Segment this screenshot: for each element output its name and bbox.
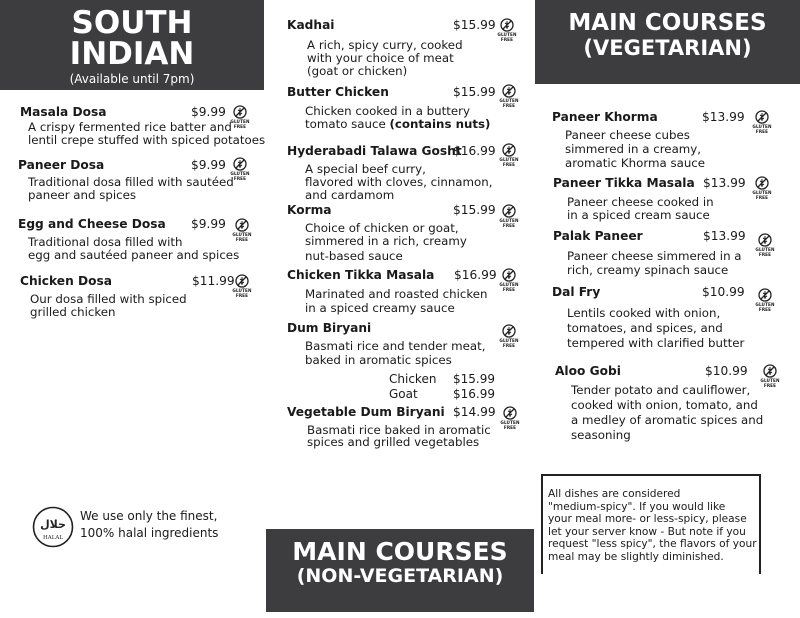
menu-item-paneer-tikka-masala: [553, 176, 778, 221]
item-desc-line2: egg and sautéed paneer and spices: [28, 248, 240, 262]
item-desc-line2: grilled chicken: [30, 305, 116, 319]
item-name: Aloo Gobi: [555, 364, 621, 378]
item-desc-line2: [305, 117, 490, 132]
item-desc-line2: with your choice of meat: [307, 51, 454, 65]
item-desc-line1: Tender potato and cauliflower,: [571, 383, 751, 397]
menu-item-dal-fry: [552, 285, 777, 350]
gluten-free-badge: GLUTEN FREE: [497, 143, 521, 167]
south-indian-title-line2: INDIAN: [69, 36, 195, 72]
item-desc-line2: flavored with cloves, cinnamon,: [305, 175, 493, 189]
item-desc-line1: Paneer cheese simmered in a: [567, 249, 742, 263]
veg-banner: [535, 0, 800, 84]
item-price: $15.99: [453, 203, 496, 217]
item-desc-line3: nut-based sauce: [305, 249, 403, 263]
item-price: $9.99: [191, 217, 226, 231]
item-desc-line2: cooked with onion, tomato, and: [571, 398, 758, 412]
item-desc-line4: seasoning: [571, 428, 631, 442]
item-desc-line3: aromatic Khorma sauce: [565, 156, 706, 170]
gluten-free-badge: GLUTEN FREE: [758, 364, 782, 388]
item-desc-line1: Traditional dosa filled with: [28, 235, 183, 249]
menu-item-vegetable-dum-biryani: [287, 405, 517, 450]
item-price: $9.99: [191, 158, 226, 172]
menu-item-chicken-tikka-masala: [287, 268, 517, 313]
gluten-free-icon: [233, 105, 247, 119]
item-price: $13.99: [702, 110, 745, 124]
menu-item-dum-biryani: [287, 321, 517, 406]
item-name: Vegetable Dum Biryani: [287, 405, 445, 419]
item-name: Palak Paneer: [553, 229, 643, 243]
item-price: $9.99: [191, 105, 226, 119]
option-price-goat: $16.99: [453, 387, 495, 401]
gluten-free-icon: [502, 84, 516, 98]
item-price: $15.99: [453, 18, 496, 32]
menu-item-butter-chicken: [287, 85, 517, 130]
item-desc-line1: A rich, spicy curry, cooked: [307, 38, 463, 52]
halal-arabic-text: حلال: [40, 518, 66, 531]
option-price-chicken: $15.99: [453, 372, 495, 386]
gluten-free-badge: GLUTEN FREE: [495, 18, 519, 42]
item-desc-line3: a medley of aromatic spices and: [571, 413, 764, 427]
gluten-free-icon: [233, 157, 247, 171]
halal-label-text: HALAL: [42, 535, 64, 541]
non-veg-banner: [266, 529, 534, 612]
gluten-free-badge: GLUTEN FREE: [497, 204, 521, 228]
non-veg-title-line2: (NON-VEGETARIAN): [296, 565, 504, 587]
gluten-free-badge: GLUTEN FREE: [497, 324, 521, 348]
item-desc-line1: Paneer cheese cubes: [565, 128, 690, 142]
gluten-free-icon: [755, 110, 769, 124]
item-desc-line2: baked in aromatic spices: [305, 353, 452, 367]
item-desc-line1: Chicken cooked in a buttery: [305, 104, 470, 118]
gluten-free-badge: GLUTEN FREE: [228, 157, 252, 181]
item-desc-line2-text: tomato sauce: [305, 117, 390, 131]
menu-item-aloo-gobi: [555, 364, 780, 444]
menu-item-paneer-khorma: [552, 110, 777, 170]
item-price: $16.99: [454, 268, 497, 282]
non-veg-title-line1: MAIN COURSES: [292, 537, 508, 566]
item-price: $13.99: [703, 176, 746, 190]
item-desc-line1: Basmati rice baked in aromatic: [307, 423, 491, 437]
gluten-free-icon: [500, 18, 514, 32]
item-desc-line2: spices and grilled vegetables: [307, 435, 480, 449]
item-desc-line3: and cardamom: [305, 188, 395, 202]
item-desc-line1: A special beef curry,: [305, 162, 426, 176]
item-name: Hyderabadi Talawa Gosht: [287, 144, 462, 158]
menu-item-hyderabadi-talawa-gosht: [287, 144, 517, 204]
menu-item-kadhai: [287, 18, 517, 78]
gluten-free-icon: [763, 364, 777, 378]
spice-level-note-text: All dishes are considered "medium-spicy". If you would like your meal more- or less-spicy, please let your server know - But note if you request "less spicy", the flavors of your meal may be slightly diminished.: [548, 488, 757, 563]
item-name: Chicken Tikka Masala: [287, 268, 435, 282]
gluten-free-icon: [502, 204, 516, 218]
gluten-free-icon: [502, 143, 516, 157]
south-indian-subtitle: (Available until 7pm): [69, 72, 195, 86]
south-indian-title-line1: SOUTH: [71, 5, 193, 41]
item-desc-line2: in a spiced cream sauce: [567, 208, 710, 222]
contains-nuts-warning: (contains nuts): [389, 117, 491, 131]
item-price: $15.99: [453, 85, 496, 99]
item-price: $10.99: [702, 285, 745, 299]
item-desc-line3: tempered with clarified butter: [567, 336, 745, 350]
item-desc-line1: Our dosa filled with spiced: [30, 292, 187, 306]
gluten-free-icon: [758, 233, 772, 247]
item-name: Paneer Khorma: [552, 110, 658, 124]
item-desc-line2: paneer and spices: [28, 188, 137, 202]
gluten-free-icon: [755, 176, 769, 190]
spice-level-note: [541, 474, 761, 574]
item-desc-line2: simmered in a creamy,: [565, 142, 702, 156]
gluten-free-badge: GLUTEN FREE: [230, 218, 254, 242]
gluten-free-icon: [502, 324, 516, 338]
item-desc-line2: tomatoes, and spices, and: [567, 321, 723, 335]
gluten-free-badge: GLUTEN FREE: [498, 406, 522, 430]
south-indian-banner: [0, 0, 264, 90]
item-name: Paneer Dosa: [18, 158, 105, 172]
item-desc-line1: Traditional dosa filled with sautéed: [28, 175, 234, 189]
item-desc-line1: Paneer cheese cooked in: [567, 195, 714, 209]
item-desc-line2: rich, creamy spinach sauce: [567, 263, 729, 277]
item-desc-line1: Basmati rice and tender meat,: [305, 339, 486, 353]
item-name: Paneer Tikka Masala: [553, 176, 695, 190]
halal-logo: [32, 506, 74, 548]
gluten-free-badge: GLUTEN FREE: [497, 268, 521, 292]
gluten-free-icon: [503, 406, 517, 420]
item-desc-line2: in a spiced creamy sauce: [305, 301, 455, 315]
item-desc-line3: (goat or chicken): [307, 64, 408, 78]
item-desc-line1: Marinated and roasted chicken: [305, 287, 488, 301]
menu-item-palak-paneer: [553, 229, 778, 277]
option-label-goat: Goat: [389, 387, 418, 401]
gluten-free-badge: GLUTEN FREE: [750, 110, 774, 134]
item-desc-line2: simmered in a rich, creamy: [305, 234, 467, 248]
item-name: Egg and Cheese Dosa: [18, 217, 166, 231]
item-price: $11.99: [192, 274, 235, 288]
item-name: Chicken Dosa: [20, 274, 112, 288]
gluten-free-badge: GLUTEN FREE: [230, 274, 254, 298]
item-name: Dal Fry: [552, 285, 601, 299]
gluten-free-badge: GLUTEN FREE: [497, 84, 521, 108]
veg-title-line2: (VEGETARIAN): [583, 36, 752, 60]
item-desc-line2: lentil crepe stuffed with spiced potatoes: [28, 133, 266, 147]
gluten-free-icon: [502, 268, 516, 282]
gluten-free-icon: [758, 288, 772, 302]
item-price: $16.99: [453, 144, 496, 158]
item-desc-line1: Choice of chicken or goat,: [305, 221, 459, 235]
gluten-free-badge: GLUTEN FREE: [753, 288, 777, 312]
item-name: Kadhai: [287, 18, 335, 32]
item-name: Masala Dosa: [20, 105, 107, 119]
gluten-free-badge: GLUTEN FREE: [753, 233, 777, 257]
item-price: $10.99: [705, 364, 748, 378]
gluten-free-icon: [235, 274, 249, 288]
halal-seal-icon: [32, 506, 74, 548]
option-label-chicken: Chicken: [389, 372, 437, 386]
item-name: Korma: [287, 203, 332, 217]
item-name: Butter Chicken: [287, 85, 389, 99]
menu-item-korma: [287, 203, 517, 263]
gluten-free-icon: [235, 218, 249, 232]
item-price: $13.99: [703, 229, 746, 243]
item-desc-line1: A crispy fermented rice batter and: [28, 120, 232, 134]
item-name: Dum Biryani: [287, 321, 372, 335]
item-desc-line1: Lentils cooked with onion,: [567, 306, 721, 320]
gluten-free-badge: GLUTEN FREE: [228, 105, 252, 129]
veg-title-line1: MAIN COURSES: [568, 10, 767, 36]
halal-statement: We use only the finest, 100% halal ingredients: [80, 509, 219, 540]
item-price: $14.99: [453, 405, 496, 419]
gluten-free-badge: GLUTEN FREE: [750, 176, 774, 200]
